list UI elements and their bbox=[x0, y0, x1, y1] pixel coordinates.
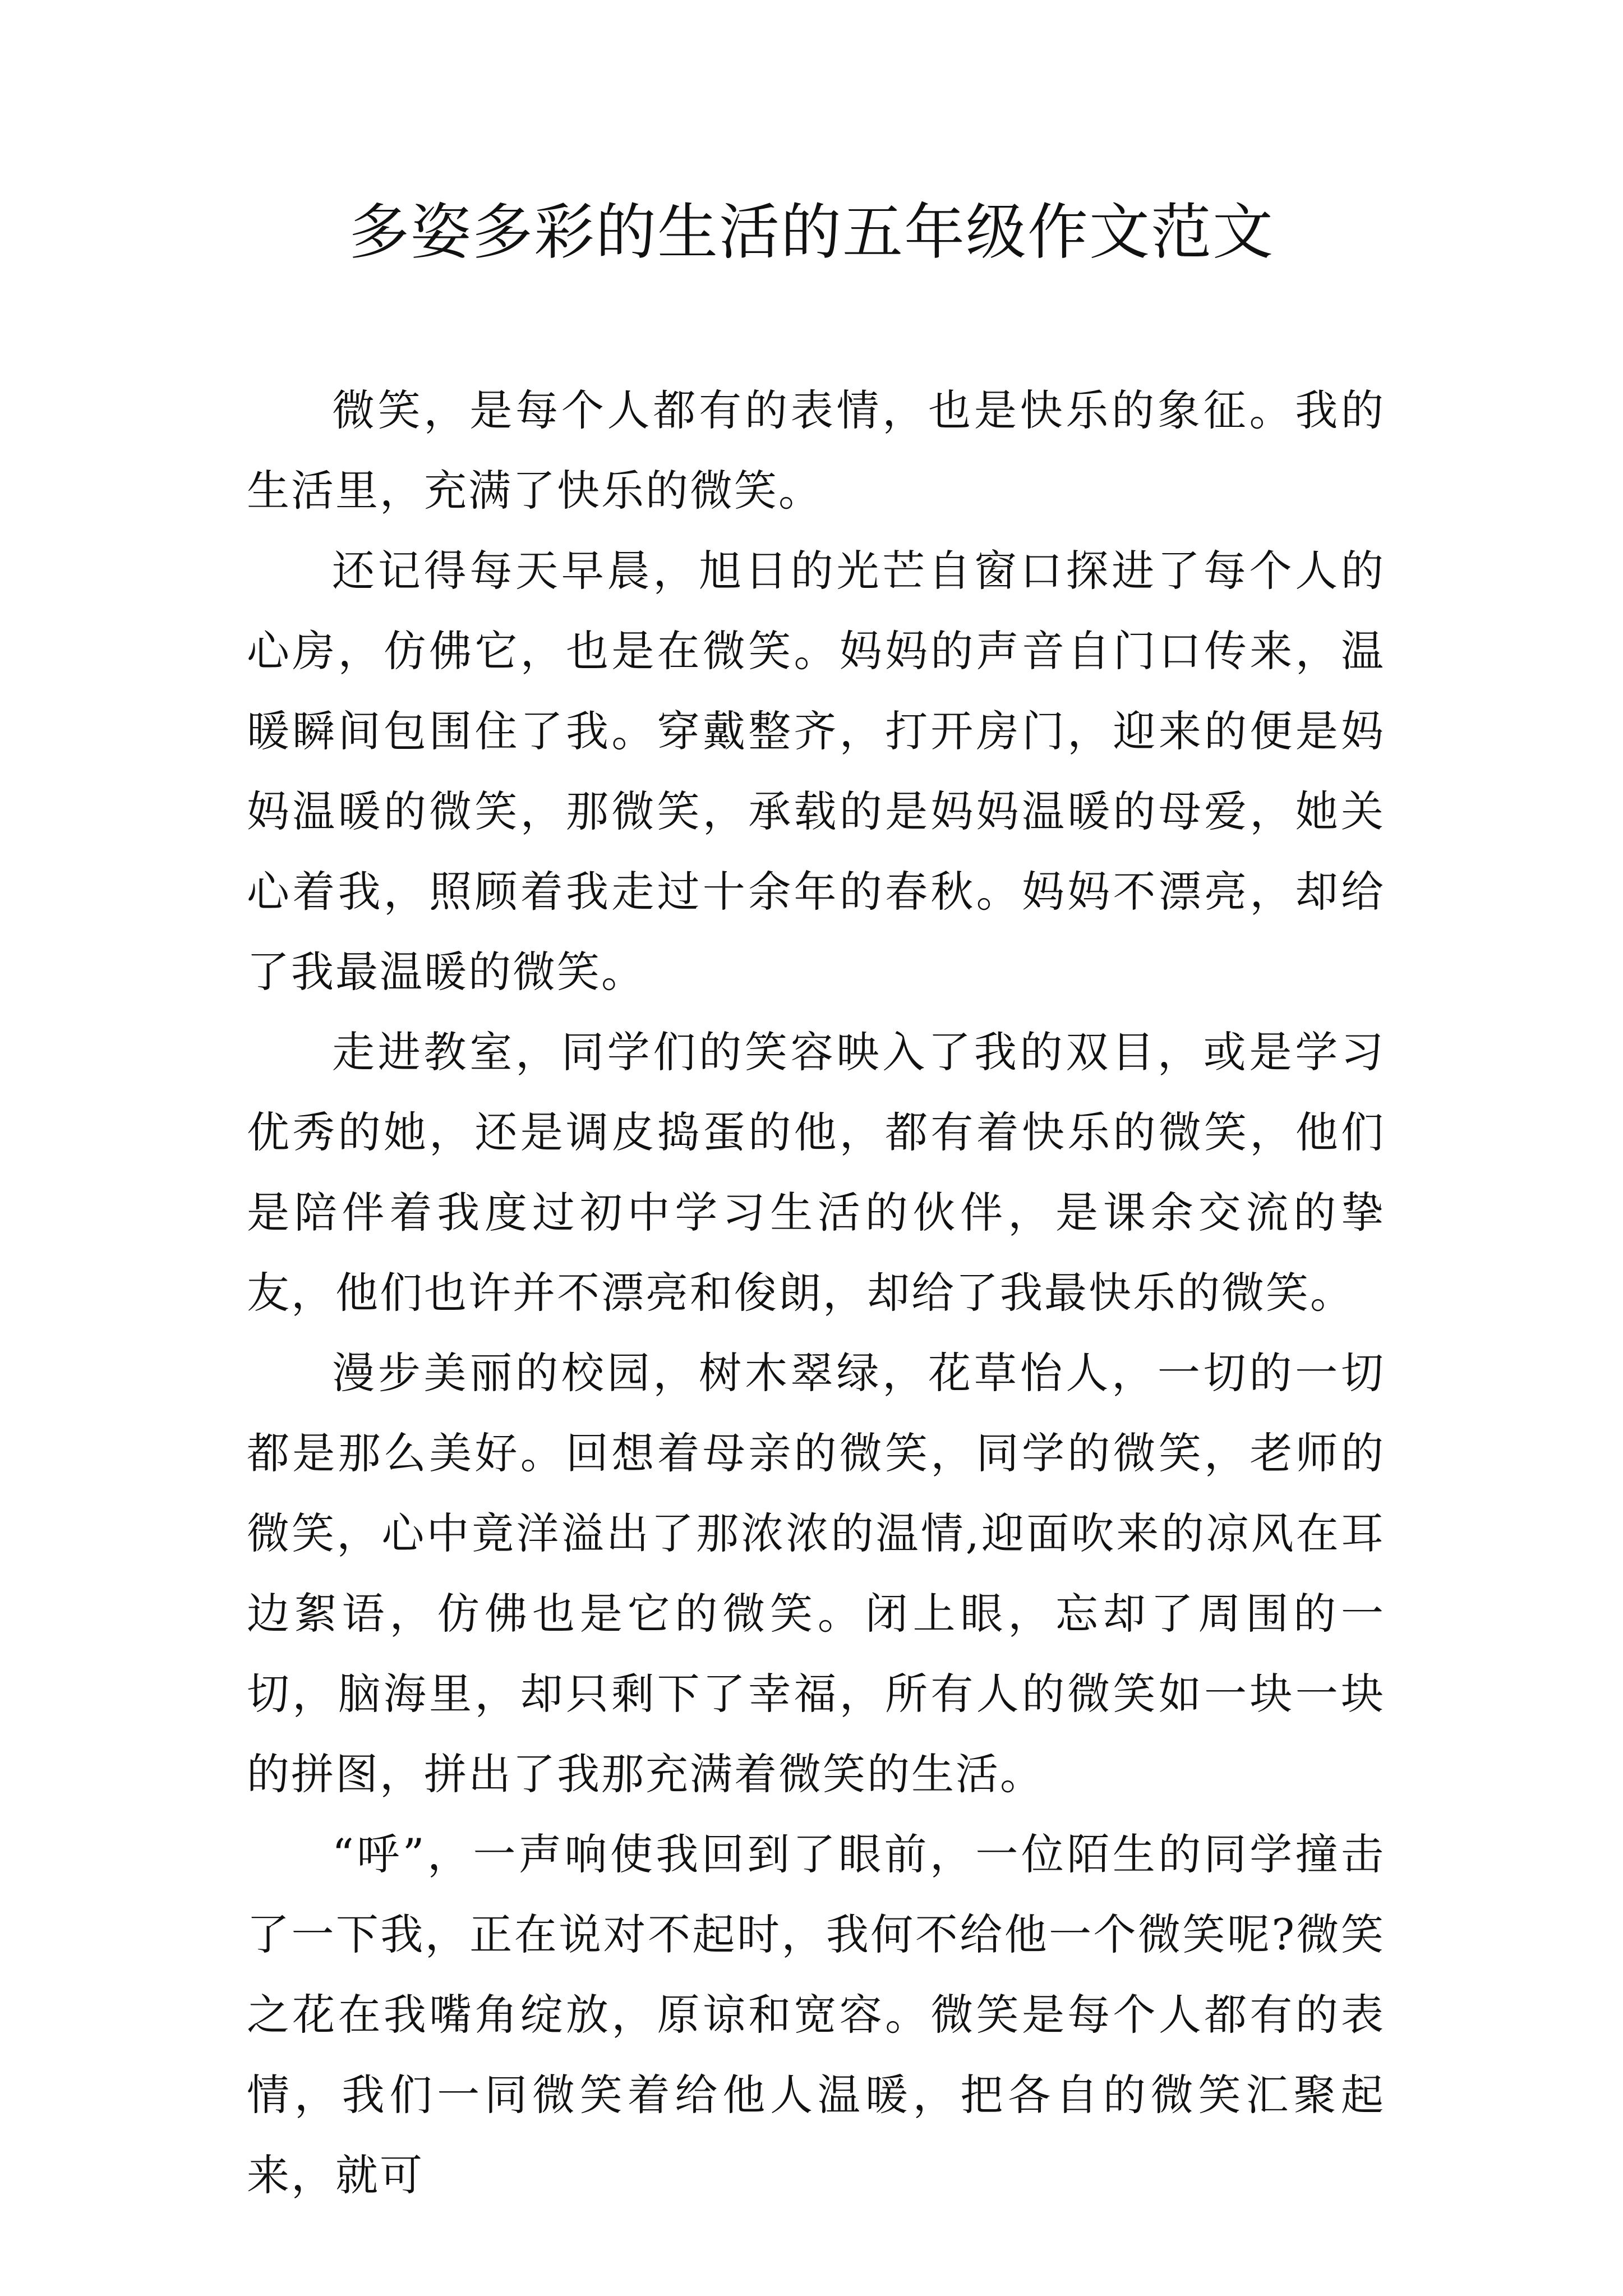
document-body bbox=[247, 370, 1385, 2215]
paragraph-5: “呼”，一声响使我回到了眼前，一位陌生的同学撞击了一下我，正在说对不起时，我何不给他一个微笑呢?微笑之花在我嘴角绽放，原谅和宽容。微笑是每个人都有的表情，我们一同微笑着给他人温暖，把各自的微笑汇聚起来，就可 bbox=[247, 1829, 1385, 2200]
paragraph-2: 还记得每天早晨，旭日的光芒自窗口探进了每个人的心房，仿佛它，也是在微笑。妈妈的声音自门口传来，温暖瞬间包围住了我。穿戴整齐，打开房门，迎来的便是妈妈温暖的微笑，那微笑，承载的是妈妈温暖的母爱，她关心着我，照顾着我走过十余年的春秋。妈妈不漂亮，却给了我最温暖的微笑。 bbox=[247, 546, 1385, 997]
paragraph-3: 走进教室，同学们的笑容映入了我的双目，或是学习优秀的她，还是调皮捣蛋的他，都有着快乐的微笑，他们是陪伴着我度过初中学习生活的伙伴，是课余交流的挚友，他们也许并不漂亮和俊朗，却给了我最快乐的微笑。 bbox=[247, 1027, 1385, 1318]
document-title: 多姿多彩的生活的五年级作文范文 bbox=[348, 197, 1274, 268]
paragraph-1: 微笑，是每个人都有的表情，也是快乐的象征。我的生活里，充满了快乐的微笑。 bbox=[247, 385, 1385, 516]
paragraph-4: 漫步美丽的校园，树木翠绿，花草怡人，一切的一切都是那么美好。回想着母亲的微笑，同学的微笑，老师的微笑，心中竟洋溢出了那浓浓的温情,迎面吹来的凉风在耳边絮语，仿佛也是它的微笑。闭上眼，忘却了周围的一切，脑海里，却只剩下了幸福，所有人的微笑如一块一块的拼图，拼出了我那充满着微笑的生活。 bbox=[247, 1348, 1385, 1799]
